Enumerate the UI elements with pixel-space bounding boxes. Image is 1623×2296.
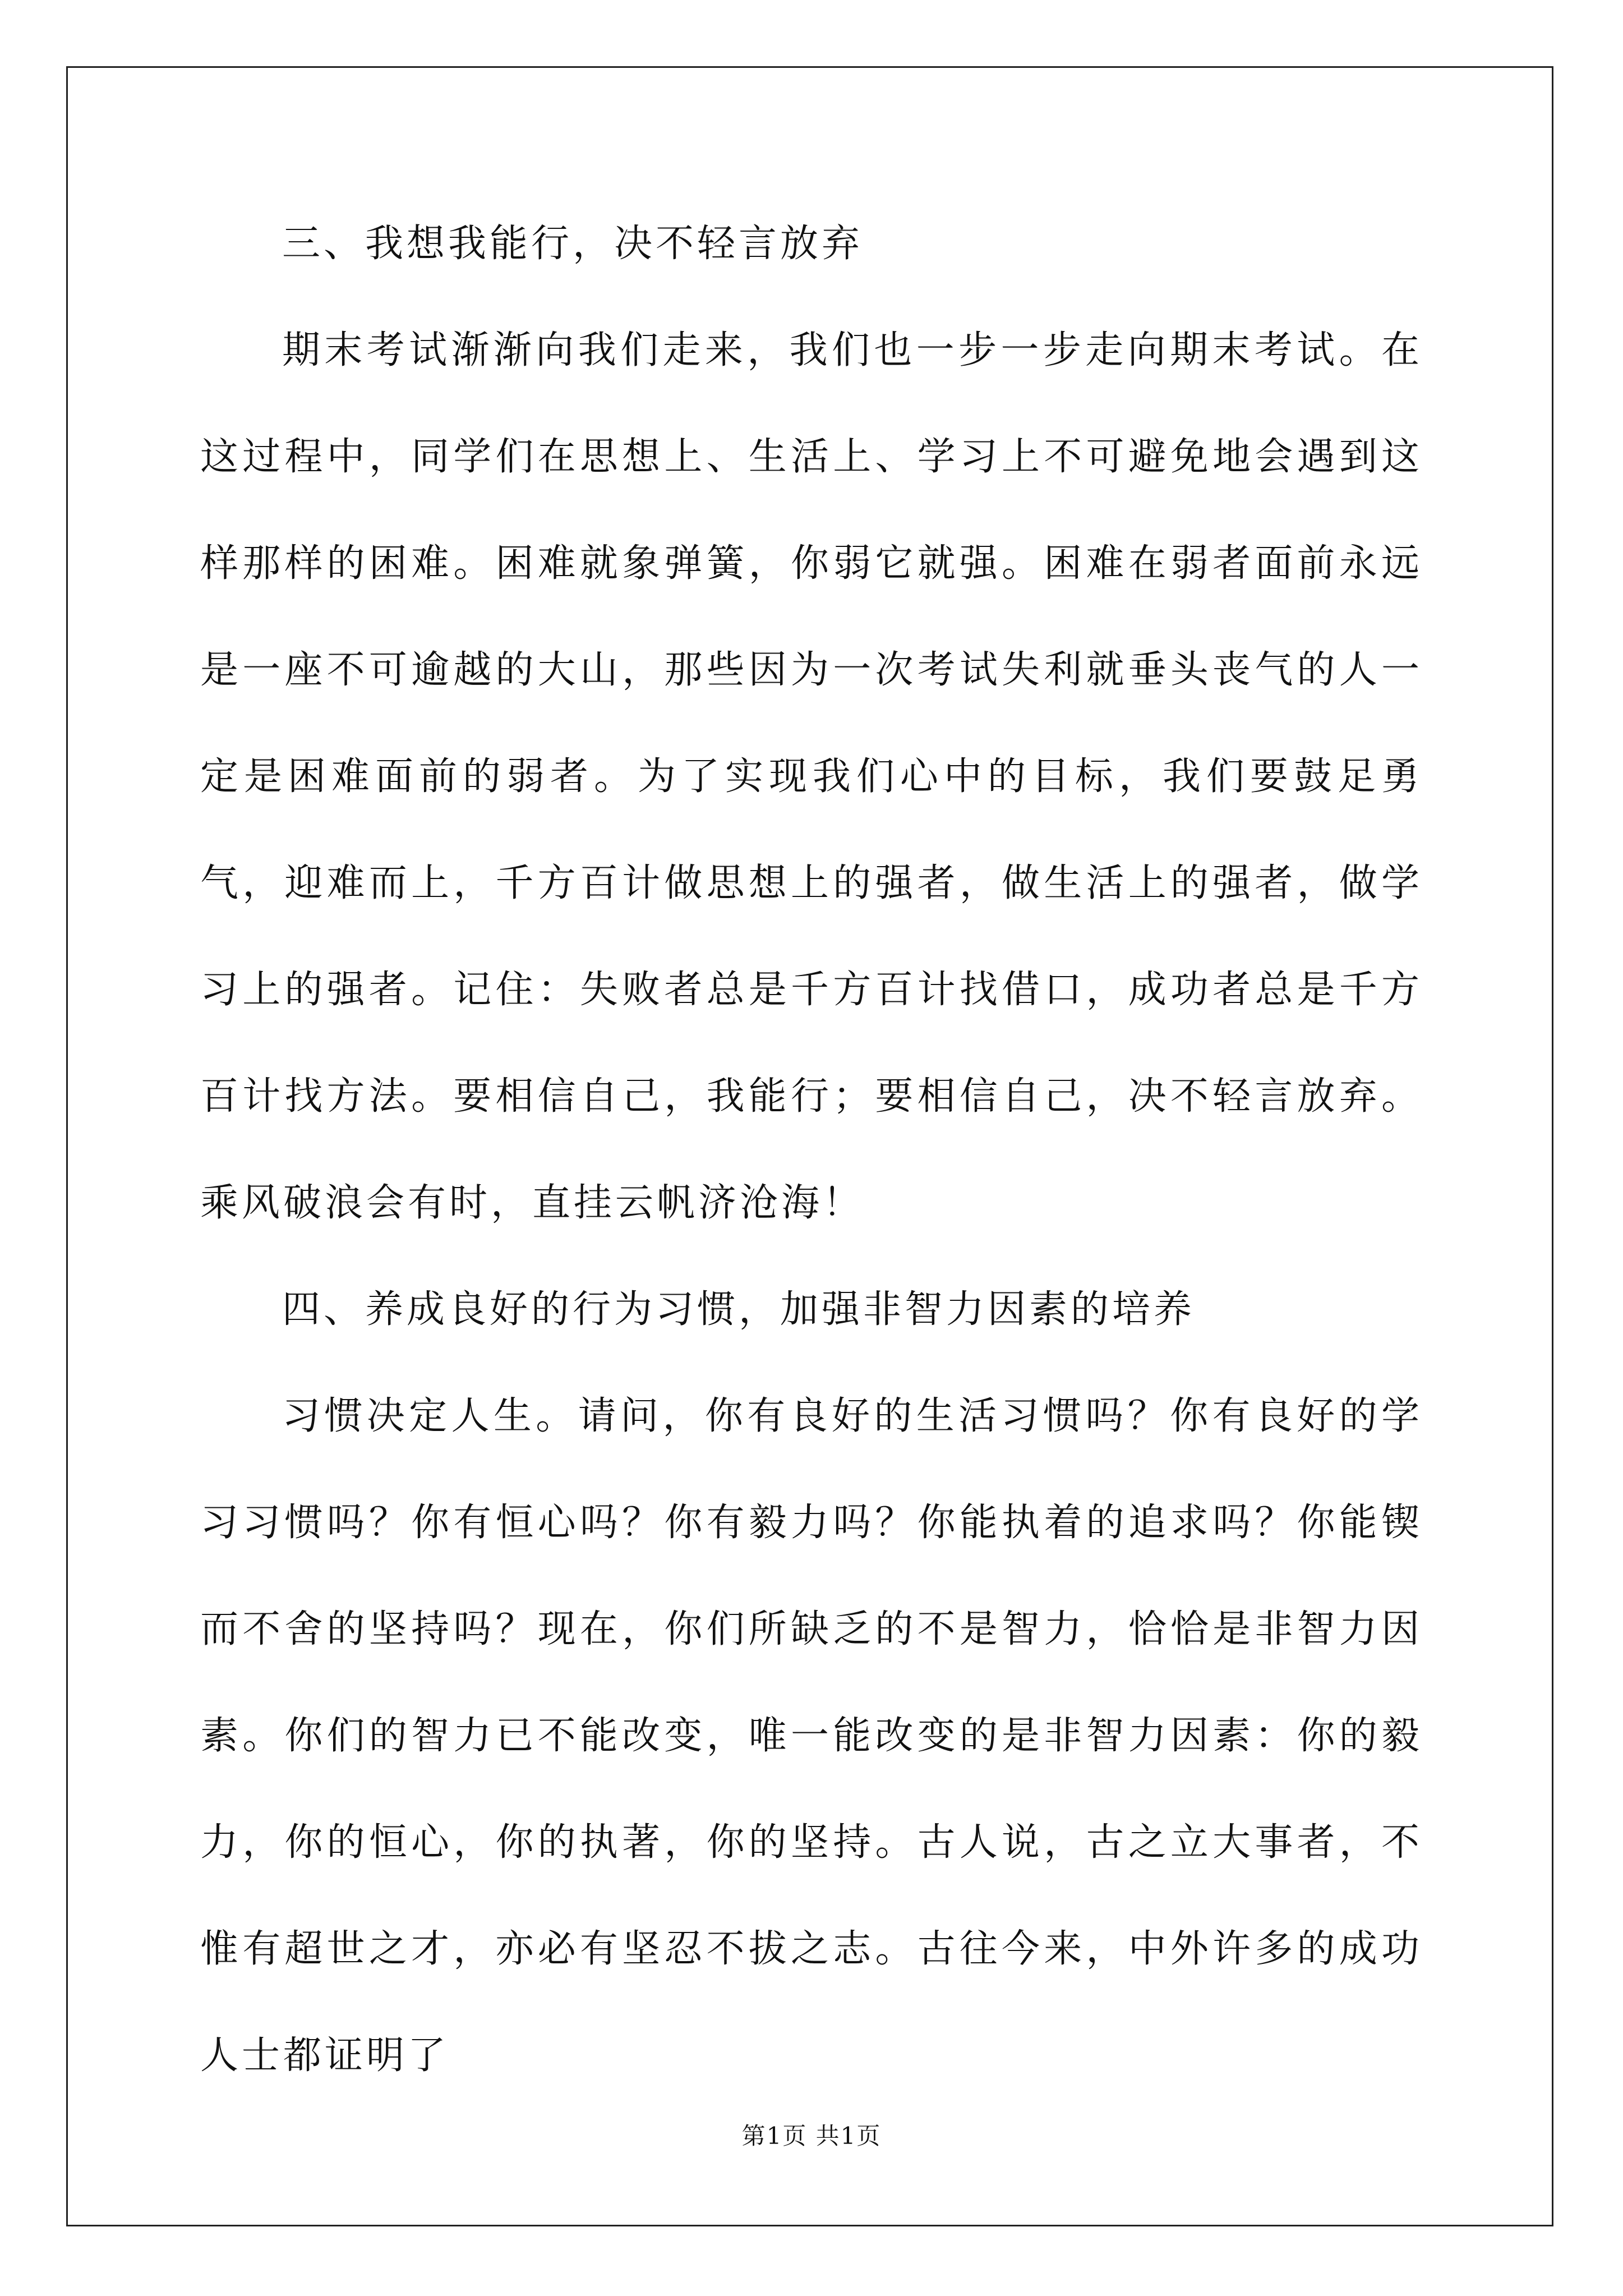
document-body: [200, 191, 1423, 2109]
paragraph-habits: 习惯决定人生。请问，你有良好的生活习惯吗？你有良好的学习习惯吗？你有恒心吗？你有毅力吗？你能执着的追求吗？你能锲而不舍的坚持吗？现在，你们所缺乏的不是智力，恰恰是非智力因素。你们的智力已不能改变，唯一能改变的是非智力因素：你的毅力，你的恒心，你的执著，你的坚持。古人说，古之立大事者，不惟有超世之才，亦必有坚忍不拔之志。古往今来，中外许多的成功人士都证明了: [200, 1394, 1423, 2078]
page-footer: 第1页 共1页: [741, 2122, 882, 2150]
section-heading-4: 四、养成良好的行为习惯，加强非智力因素的培养: [282, 1287, 1196, 1332]
paragraph-exam-perseverance: 期末考试渐渐向我们走来，我们也一步一步走向期末考试。在这过程中，同学们在思想上、生活上、学习上不可避免地会遇到这样那样的困难。困难就象弹簧，你弱它就强。困难在弱者面前永远是一座不可逾越的大山，那些因为一次考试失利就垂头丧气的人一定是困难面前的弱者。为了实现我们心中的目标，我们要鼓足勇气，迎难而上，千方百计做思想上的强者，做生活上的强者，做学习上的强者。记住：失败者总是千方百计找借口，成功者总是千方百计找方法。要相信自己，我能行；要相信自己，决不轻言放弃。乘风破浪会有时，直挂云帆济沧海！: [200, 328, 1423, 1225]
section-heading-3: 三、我想我能行，决不轻言放弃: [282, 222, 864, 266]
